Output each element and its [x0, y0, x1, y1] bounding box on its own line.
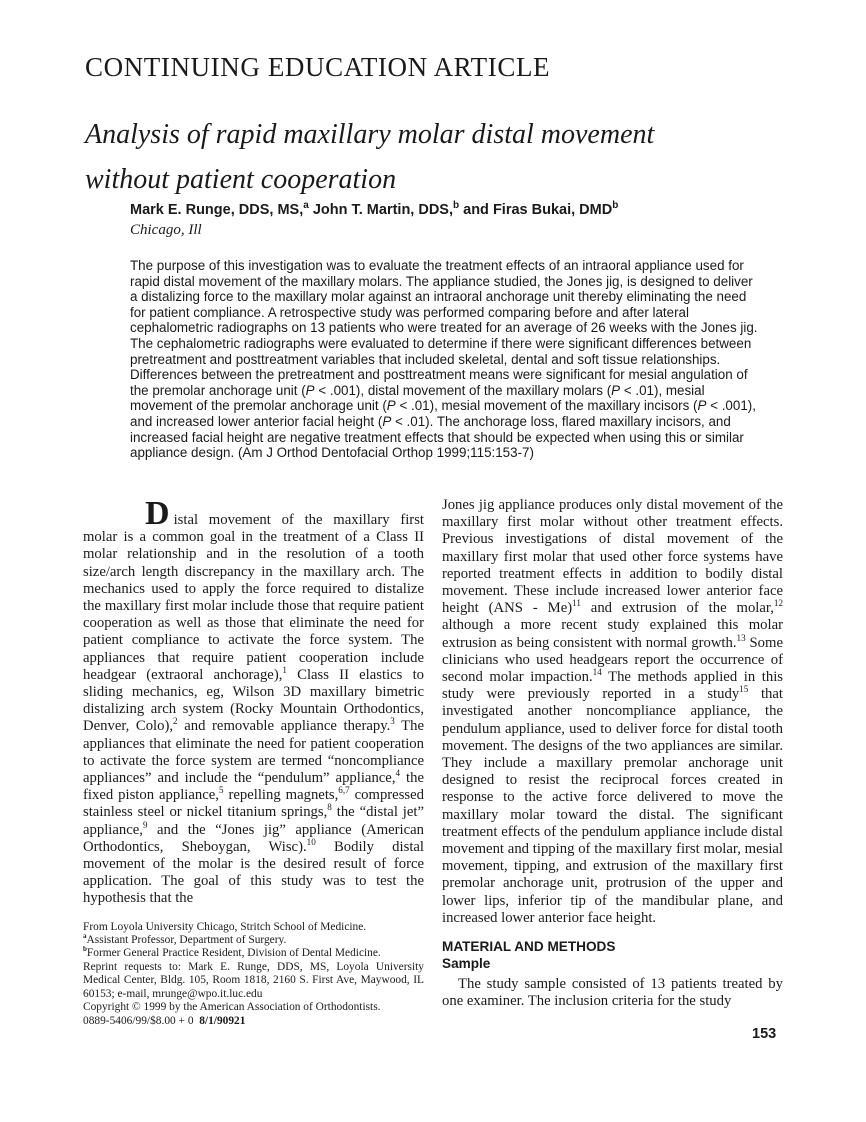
drop-cap: D [145, 495, 171, 532]
footnote-source: From Loyola University Chicago, Stritch School of Medicine. [83, 920, 367, 933]
section-heading-material-and-methods: MATERIAL AND METHODS [442, 939, 616, 955]
continuation-paragraph: Jones jig appliance produces only distal movement of the maxillary first molar without other treatment effects. Previous investigations of distal movement of the maxillary first molar that used other force systems have reported treatment effects in addition to bodily distal movement. These include increased lower anterior face height (ANS - Me)$^{11}$ and extrusion of the molar,$^{12}$ although a more recent study explained this molar extrusion as being consistent with normal growth.$^{13}$ Some clinicians who used headgears report the occurrence of second molar impaction.$^{14}$ The methods applied in this study were previously reported in a study$^{15}$ that investigated another noncompliance appliance, the pendulum appliance, used to deliver force for distal tooth movement. The designs of the two appliances are similar. They include a maxillary premolar anchorage unit designed to resist the reciprocal forces created in response to the active force delivered to move the maxillary molar toward the distal. The significant treatment effects of the pendulum appliance include distal movement and tipping of the maxillary first molar, mesial movement, tipping, and extrusion of the maxillary first premolar anchorage unit, protrusion of the upper and lower lips, inferior tip of the mandibular plane, and increased lower anterior face height. [442, 497, 784, 926]
right-column [442, 497, 783, 1028]
footnote-reprint-requests: Reprint requests to: Mark E. Runge, DDS, MS, Loyola University Medical Center, Bldg. 105, Room 1818, 2160 S. First Ave, Maywood, IL 60153; e-mail, mrunge@wpo.it.luc.edu [83, 960, 424, 1000]
footnote-author-b: $^b$Former General Practice Resident, Division of Dental Medicine. [83, 945, 381, 960]
intro-paragraph [83, 497, 424, 908]
left-column [83, 497, 424, 1028]
article-kicker: CONTINUING EDUCATION ARTICLE [85, 52, 551, 82]
footnote-issn-code: 0889-5406/99/$8.00 + 0 8/1/90921 [83, 1014, 246, 1027]
page-number: 153 [752, 1026, 777, 1042]
abstract-paragraph: The purpose of this investigation was to evaluate the treatment effects of an intraoral appliance used for rapid distal movement of the maxillary molars. The appliance studied, the Jones jig, is designed to deliver a distalizing force to the maxillary molar against an intraoral anchorage unit thereby eliminating the need for patient compliance. A retrospective study was performed comparing before and after lateral cephalometric radiographs on 13 patients who were treated for an average of 26 weeks with the Jones jig. The cephalometric radiographs were evaluated to determine if there were significant differences between pretreatment and posttreatment variables that included skeletal, dental and soft tissue relationships. Differences between the pretreatment and posttreatment means were significant for mesial angulation of the premolar anchorage unit (P < .001), distal movement of the maxillary molars (P < .01), mesial movement of the premolar anchorage unit (P < .01), mesial movement of the maxillary incisors (P < .001), and increased lower anterior facial height (P < .01). The anchorage loss, flared maxillary incisors, and increased facial height are negative treatment effects that should be expected when using this or similar appliance design. (Am J Orthod Dentofacial Orthop 1999;115:153-7) [130, 258, 758, 461]
author-affiliation: Chicago, Ill [130, 222, 202, 238]
article-title: Analysis of rapid maxillary molar distal movement without patient cooperation [85, 119, 655, 195]
subsection-heading-sample: Sample [442, 956, 491, 972]
authors-line: Mark E. Runge, DDS, MS,$^a$ John T. Martin, DDS,$^b$ and Firas Bukai, DMD$^b$ [130, 200, 619, 218]
sample-paragraph: The study sample consisted of 13 patients treated by one examiner. The inclusion criteria for the study [442, 976, 783, 1010]
intro-paragraph-text: istal movement of the maxillary first molar is a common goal in the treatment of a Class II molar relationship and in the resolution of a tooth size/arch length discrepancy in the maxillary arch. The mechanics used to apply the force required to distalize the maxillary first molar include those that require patient cooperation as well as those that eliminate the need for patient compliance to activate the force system. The appliances that require patient cooperation include headgear (extraoral anchorage),$^1$ Class II elastics to sliding mechanics, eg, Wilson 3D maxillary bimetric distalizing arch system (Rocky Mountain Orthodontics, Denver, Colo),$^2$ and removable appliance therapy.$^3$ The appliances that eliminate the need for patient cooperation to activate the force system are termed “noncompliance appliances” and include the “pendulum” appliance,$^4$ the fixed piston appliance,$^5$ repelling magnets,$^{6,7}$ compressed stainless steel or nickel titanium springs,$^8$ the “distal jet” appliance,$^9$ and the “Jones jig” appliance (American Orthodontics, Sheboygan, Wisc).$^{10}$ Bodily distal movement of the molar is the desired result of force application. The goal of this study was to test the hypothesis that the [83, 512, 425, 907]
byline [130, 202, 618, 239]
body-columns [83, 497, 783, 1028]
footnote-author-a: $^a$Assistant Professor, Department of Surgery. [83, 932, 287, 947]
footnote-copyright: Copyright © 1999 by the American Association of Orthodontists. [83, 1001, 381, 1014]
footnotes-block [83, 921, 424, 1028]
